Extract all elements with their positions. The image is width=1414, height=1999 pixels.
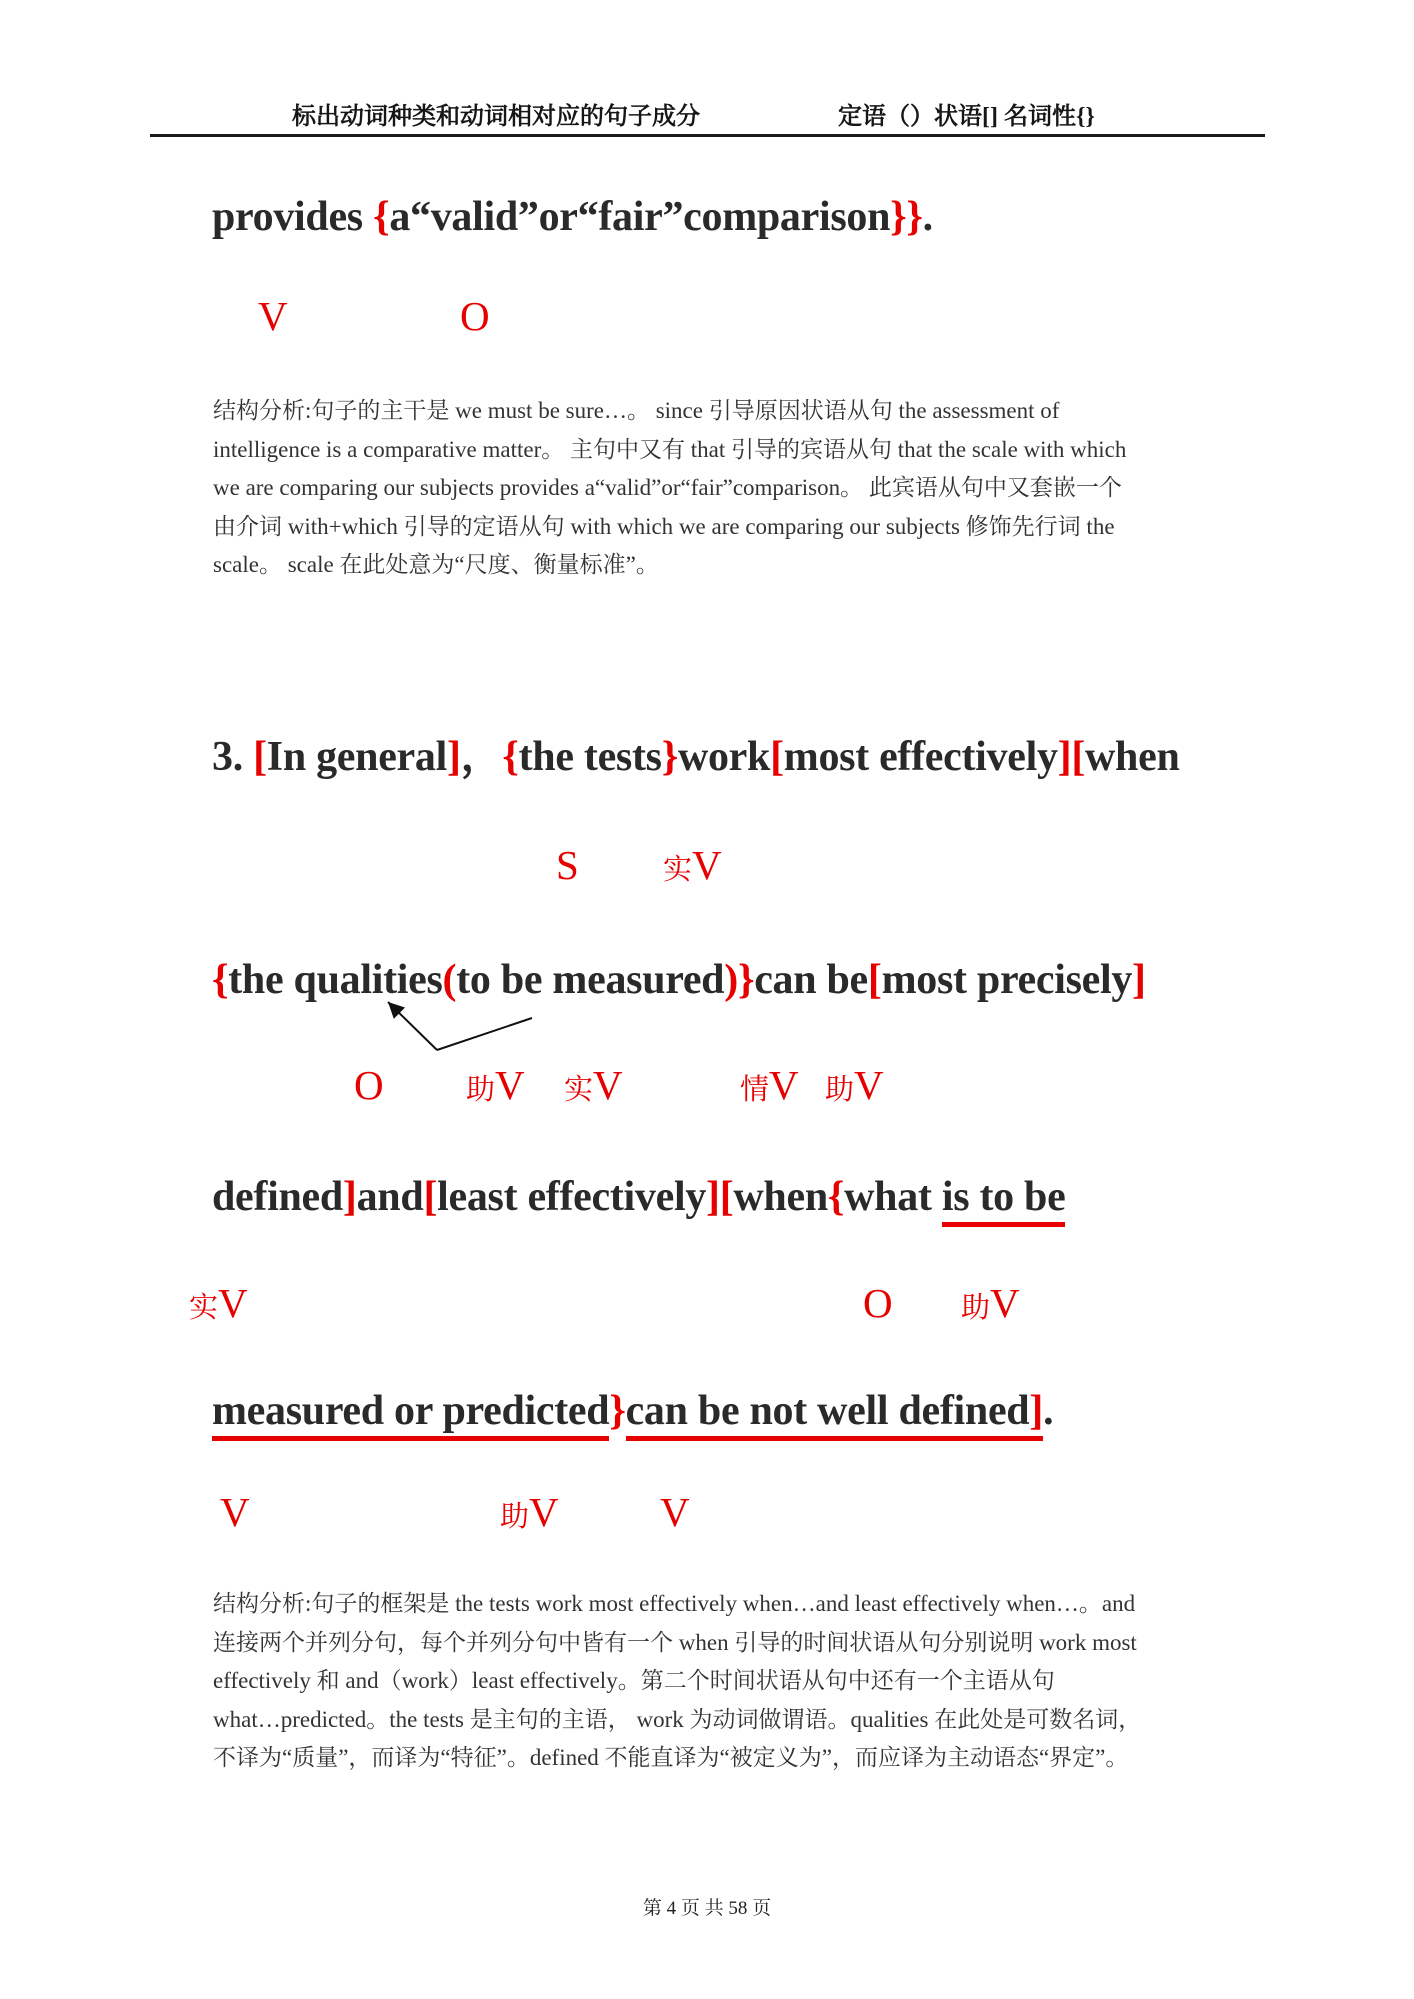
- grammar-label: [663, 843, 722, 888]
- text-segment: ]: [342, 1174, 357, 1220]
- page-footer: [0, 1893, 1414, 1920]
- header-left-title: 标出动词种类和动词相对应的句子成分: [292, 104, 700, 130]
- text-segment: when: [733, 1174, 828, 1220]
- analysis-line: scale。 scale 在此处意为“尺度、衡量标准”。: [213, 552, 659, 577]
- text-segment: measured or predicted: [212, 1388, 609, 1441]
- sentence3-line4: [212, 1387, 1053, 1435]
- header-rule: [150, 134, 1265, 137]
- grammar-label: [460, 294, 490, 339]
- grammar-label-en: V: [660, 1489, 690, 1535]
- grammar-label: [660, 1490, 690, 1535]
- text-segment: [: [770, 734, 784, 780]
- text-segment: {: [212, 957, 229, 1003]
- text-segment: can be: [754, 957, 868, 1003]
- text-segment: most precisely: [881, 957, 1133, 1003]
- analysis-line: intelligence is a comparative matter。 主句中又有 that 引导的宾语从句 that the scale with which: [213, 436, 1127, 462]
- qualities-annotation-arrow: [370, 995, 550, 1057]
- text-segment: {: [827, 1174, 845, 1220]
- grammar-label: [220, 1490, 250, 1535]
- text-segment: [: [719, 1174, 734, 1220]
- text-segment: }: [737, 957, 755, 1003]
- sentence3-label-row4: [0, 1490, 1414, 1542]
- grammar-label-en: V: [769, 1062, 799, 1108]
- text-segment: [: [867, 957, 882, 1003]
- text-segment: In general: [266, 734, 447, 780]
- text-segment: and: [356, 1174, 424, 1220]
- analysis-line: effectively 和 and（work）least effectively。第二个时间状语从句中还有一个主语从句: [213, 1668, 1055, 1693]
- analysis-line: 由介词 with+which 引导的定语从句 with which we are comparing our subjects 修饰先行词 the: [213, 513, 1115, 539]
- text-segment: ，: [460, 734, 503, 780]
- arrow-right-line: [437, 1018, 532, 1050]
- grammar-label-en: V: [495, 1062, 525, 1108]
- sentence3-label-row3: [0, 1281, 1414, 1333]
- grammar-label-cn: 实: [663, 854, 693, 886]
- text-segment: when: [1085, 734, 1180, 780]
- text-segment: [: [423, 1174, 438, 1220]
- grammar-label-cn: 实: [189, 1292, 219, 1324]
- text-segment: can be not well defined: [626, 1388, 1030, 1441]
- text-segment: is to be: [942, 1174, 1066, 1227]
- grammar-label-cn: 助: [961, 1292, 991, 1324]
- grammar-label-en: O: [863, 1280, 893, 1326]
- text-segment: [: [1071, 734, 1086, 780]
- sentence3-line1: [212, 733, 1180, 781]
- grammar-label-en: V: [218, 1280, 248, 1326]
- text-segment: {: [502, 734, 519, 780]
- grammar-label-en: V: [593, 1062, 623, 1108]
- grammar-label: [740, 1063, 799, 1108]
- sentence3-label-row2: [0, 1063, 1414, 1115]
- text-segment: work: [677, 734, 771, 780]
- sentence2-analysis: [213, 392, 1126, 585]
- page-number: 第 4 页 共 58 页: [642, 1898, 772, 1919]
- text-segment: most effectively: [783, 734, 1058, 780]
- grammar-label-cn: 实: [564, 1074, 594, 1106]
- grammar-label: [500, 1490, 559, 1535]
- grammar-label-cn: 情: [740, 1074, 770, 1106]
- sentence3-analysis: [213, 1585, 1141, 1778]
- text-segment: defined: [212, 1174, 343, 1220]
- grammar-label: [961, 1281, 1020, 1326]
- text-segment: ): [724, 957, 738, 1003]
- grammar-label: [825, 1063, 884, 1108]
- grammar-label: [189, 1281, 248, 1326]
- analysis-line: what…predicted。the tests 是主句的主语， work 为动词做谓语。qualities 在此处是可数名词，: [213, 1706, 1142, 1732]
- text-segment: to be measured: [456, 957, 725, 1003]
- header-right-legend: 定语（）状语[] 名词性{}: [838, 104, 1095, 130]
- text-segment: ]: [706, 1174, 720, 1220]
- text-segment: least effectively: [437, 1174, 707, 1220]
- grammar-label: [466, 1063, 525, 1108]
- analysis-line: 结构分析:句子的框架是 the tests work most effectively when…and least effectively when…。and: [213, 1591, 1136, 1616]
- text-segment: a“valid”or“fair”comparison: [389, 194, 891, 240]
- grammar-label-en: V: [692, 842, 722, 888]
- text-segment: ]: [1057, 734, 1072, 780]
- text-segment: }: [661, 734, 678, 780]
- text-segment: the qualities: [228, 957, 443, 1003]
- grammar-label-cn: 助: [825, 1074, 855, 1106]
- text-segment: ]: [446, 734, 461, 780]
- text-segment: (: [442, 957, 457, 1003]
- analysis-line: we are comparing our subjects provides a“valid”or“fair”comparison。 此宾语从句中又套嵌一个: [213, 475, 1122, 500]
- text-segment: provides: [212, 194, 374, 240]
- grammar-label-cn: 助: [466, 1074, 496, 1106]
- text-segment: ]: [1132, 957, 1146, 1003]
- grammar-label: [556, 843, 579, 888]
- sentence3-line2: [212, 956, 1146, 1004]
- grammar-label-en: O: [460, 293, 490, 339]
- grammar-label-en: S: [556, 842, 579, 888]
- text-segment: [: [253, 734, 267, 780]
- text-segment: the tests: [518, 734, 662, 780]
- grammar-label: [564, 1063, 623, 1108]
- text-segment: }: [609, 1388, 626, 1434]
- grammar-label: [258, 294, 288, 339]
- grammar-label-en: V: [529, 1489, 559, 1535]
- sentence2-tail-line: [212, 193, 933, 241]
- grammar-label-en: V: [258, 293, 288, 339]
- sentence3-line3: [212, 1173, 1065, 1221]
- arrow-left-line: [388, 1002, 437, 1050]
- grammar-label-en: O: [354, 1062, 384, 1108]
- grammar-label-en: V: [854, 1062, 884, 1108]
- grammar-label: [354, 1063, 384, 1108]
- text-segment: .: [922, 194, 933, 240]
- analysis-line: 连接两个并列分句，每个并列分句中皆有一个 when 引导的时间状语从句分别说明 work most: [213, 1629, 1137, 1655]
- text-segment: .: [1043, 1388, 1054, 1434]
- grammar-label-en: V: [990, 1280, 1020, 1326]
- analysis-line: 不译为“质量”，而译为“特征”。defined 不能直译为“被定义为”，而应译为主动语态“界定”。: [213, 1745, 1129, 1770]
- text-segment: {: [373, 194, 390, 240]
- grammar-label: [863, 1281, 893, 1326]
- sentence3-label-row1: [0, 843, 1414, 895]
- grammar-label-en: V: [220, 1489, 250, 1535]
- analysis-line: 结构分析:句子的主干是 we must be sure…。 since 引导原因状语从句 the assessment of: [213, 398, 1060, 423]
- text-segment: 3.: [212, 734, 254, 780]
- grammar-label-cn: 助: [500, 1501, 530, 1533]
- text-segment: what: [844, 1174, 942, 1220]
- text-segment: }}: [890, 194, 923, 240]
- sentence2-label-row: [0, 294, 1414, 346]
- text-segment: ]: [1029, 1388, 1043, 1441]
